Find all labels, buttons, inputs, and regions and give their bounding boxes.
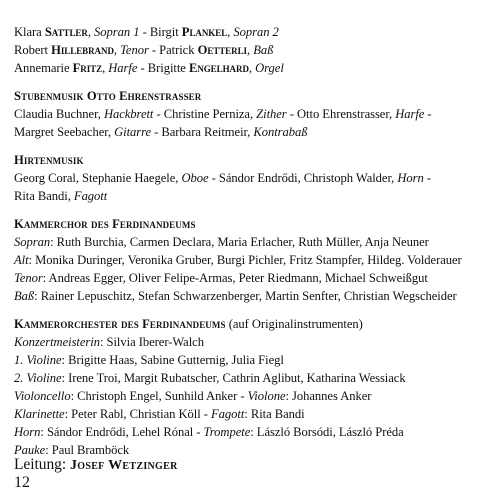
section-heading-stubenmusik: Stubenmusik Otto Ehrenstrasser [14, 89, 202, 103]
role: Orgel [255, 61, 284, 75]
role: Sopran 2 [233, 25, 279, 39]
orchestra-pauke-line: Pauke: Paul Bramböck [14, 443, 130, 457]
surname: Plankel [181, 25, 228, 39]
section-heading-hirtenmusik: Hirtenmusik [14, 153, 84, 167]
role: Harfe [108, 61, 138, 75]
role: Sopran 1 [94, 25, 140, 39]
orchestra-violine1-line: 1. Violine: Brigitte Haas, Sabine Gutternig, Julia Fiegl [14, 353, 284, 367]
choir-bass-line: Baß: Rainer Lepuschitz, Stefan Schwarzenberger, Martin Senfter, Christian Wegscheider [14, 289, 457, 303]
hirtenmusik-line-2: Rita Bandi, Fagott [14, 189, 108, 203]
section-heading-kammerchor: Kammerchor des Ferdinandeums [14, 217, 196, 231]
surname: Sattler [44, 25, 88, 39]
stubenmusik-line-2: Margret Seebacher, Gitarre - Barbara Reitmeir, Kontrabaß [14, 125, 308, 139]
conductor-name: Josef Wetzinger [69, 458, 178, 473]
choir-tenor-line: Tenor: Andreas Egger, Oliver Felipe-Armas, Peter Riedmann, Michael Schweißgut [14, 271, 428, 285]
soloist-line-3: Annemarie Fritz, Harfe - Brigitte Engelhard, Orgel [14, 61, 284, 75]
role: Tenor [120, 43, 149, 57]
role: Baß [253, 43, 274, 57]
surname: Hillebrand [51, 43, 114, 57]
surname: Fritz [72, 61, 103, 75]
surname: Engelhard [188, 61, 249, 75]
section-heading-kammerorchester: Kammerorchester des Ferdinandeums (auf Originalinstrumenten) [14, 317, 363, 331]
choir-sopran-line: Sopran: Ruth Burchia, Carmen Declara, Maria Erlacher, Ruth Müller, Anja Neuner [14, 235, 429, 249]
orchestra-cello-line: Violoncello: Christoph Engel, Sunhild Anker - Violone: Johannes Anker [14, 389, 372, 403]
hirtenmusik-line-1: Georg Coral, Stephanie Haegele, Oboe - Sándor Endrődi, Christoph Walder, Horn - [14, 171, 431, 185]
orchestra-violine2-line: 2. Violine: Irene Troi, Margit Rubatscher, Cathrin Aglibut, Katharina Wessiack [14, 371, 406, 385]
soloist-line-2: Robert Hillebrand, Tenor - Patrick Oetterli, Baß [14, 43, 274, 57]
orchestra-konzertmeisterin-line: Konzertmeisterin: Silvia Iberer-Walch [14, 335, 204, 349]
surname: Oetterli [197, 43, 247, 57]
orchestra-horn-line: Horn: Sándor Endrődi, Lehel Rónal - Trompete: László Borsódi, László Préda [14, 425, 404, 439]
stubenmusik-line-1: Claudia Buchner, Hackbrett - Christine Perniza, Zither - Otto Ehrenstrasser, Harfe - [14, 107, 432, 121]
page-number: 12 [14, 474, 30, 491]
orchestra-klarinette-line: Klarinette: Peter Rabl, Christian Köll - Fagott: Rita Bandi [14, 407, 305, 421]
conductor-line: Leitung: Josef Wetzinger [14, 456, 178, 473]
soloist-line-1: Klara Sattler, Sopran 1 - Birgit Plankel, Sopran 2 [14, 25, 279, 39]
choir-alt-line: Alt: Monika Duringer, Veronika Gruber, Burgi Pichler, Fritz Stampfer, Hildeg. Volderauer [14, 253, 462, 267]
